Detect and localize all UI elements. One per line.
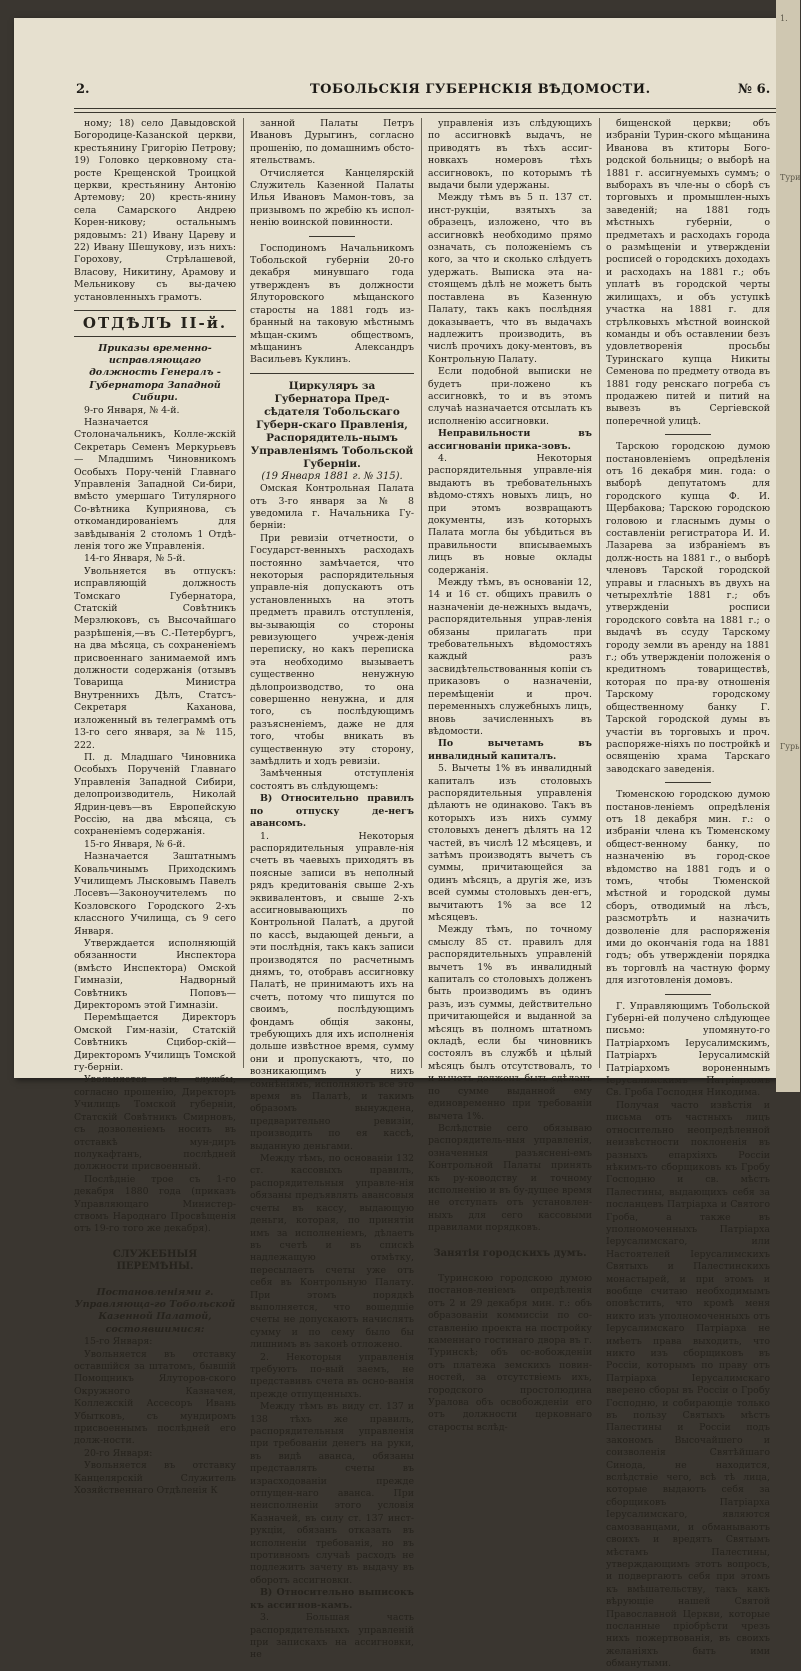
paragraph: Вслѣдствіе сего обязываю распорядитель-ныя управленія, означенныя разъяснені-емъ Контрольной Палаты принять къ ру-ководству и точному исполненію и въ бу-дущее время не отступать отъ установлен-ныхъ для сего кассовыми правилами порядковъ. [428,1122,592,1234]
paragraph: управленія изъ слѣдующихъ по ассигновкѣ выдачъ, не приводятъ въ тѣхъ ассиг-новкахъ номеровъ тѣхъ ассигновокъ, по которымъ тѣ выдачи были удержаны. [428,118,592,192]
column-divider-3 [599,118,600,1068]
paragraph: Тарскою городскою думою постановленіемъ опредѣленія отъ 16 декабря мин. года: о выборѣ депутатомъ для городского купца Ф. И. Щербакова; Тарскою городскою головою и гласнымъ думы о составленіи регистратора И. И. Лазарева за избраніемъ въ долж-ность на 1881 г., о выборѣ членовъ Тарской городской управы и гласныхъ въ двухъ на четырехлѣтіе 1881 г.; объ утвержденіи росписи городского совѣта на 1881 г.; о выдачѣ въ ссуду Тарскому городу земли въ аренду на 1881 г.; объ утвержденіи положенія о кредитномъ товариществѣ, которая по пра-ву отношенія Тарскому городскому общественному банку Г. Тарской городской думы въ участіи въ торговыхъ и проч. распоряже-ніяхъ по постройкѣ и освященію храма Тарскаго заводскаго заведенія. [606,441,770,775]
column-4 [606,118,770,1670]
newspaper-title: ТОБОЛЬСКІЯ ГУБЕРНСКІЯ ВѢДОМОСТИ. [310,82,651,97]
paragraph: П. д. Младшаго Чиновника Особыхъ Порученій Главнаго Управленія Западной Сибири, делопроизводитель, Николай Ядрин-цевъ—въ Европейскую Россію, на два мѣсяца, съ сохраненіемъ содержанія. [74,751,236,838]
paragraph: При ревизіи отчетности, о Государст-венныхъ расходахъ постоянно замѣчается, что некоторыя распорядительныя управле-нія допускаютъ отъ установленныхъ на этотъ предметъ правилъ отступленія, вы-зывающія со стороны ревизующего учреж-денія переписку, но какъ переписка эта необходимо вызываетъ существенно ненужную дѣлопроизводство, то она совершенно ненужна, и для того, съ послѣдующимъ разъясненіемъ, даже не для того, чтобы вникать въ существенную эту сторону, замѣдлить и ходъ ревизіи. [250,532,414,768]
column-divider-2 [421,118,422,1068]
paragraph: Омская Контрольная Палата отъ 3-го января за № 8 уведомила г. Начальника Гу-берніи: [250,483,414,532]
paragraph: 5. Вычеты 1% въ инвалидный капиталъ изъ столовыхъ распорядительныя управленія дѣлаютъ не одинаково. Такъ въ которыхъ изъ нихъ сумму столовыхъ денегъ дѣлятъ на 12 частей, въ числѣ 12 мѣсяцевъ, и затѣмъ производятъ вычетъ съ суммы, причитающейся за одинъ мѣсяцъ, а другія же, изъ всей суммы столовыхъ ден-егъ, вычитаютъ 1% за все 12 мѣсяцевъ. [428,763,592,923]
paragraph: ному; 18) село Давыдовской Богородице-Казанской церкви, крестьянину Григорію Петрову; 19) Головко церковному ста-росте Крещенской Троицкой церкви, крестьянину Антонію Артемову; 20) кресть-янину села Самарского Андрею Корен-никову; остальнымъ рядовымъ: 21) Ивану Цареву и 22) Ивану Шешукову, изъ нихъ: Горохову, Стрѣлашевой, Власову, Никитину, Арамову и Мельникову съ вы-дачею установленныхъ грамотъ. [74,118,236,303]
paragraph: Назначается Столоначальникъ, Колле-жскій Секретарь Семенъ Меркурьевъ— Младшимъ Чиновникомъ Особыхъ Пору-ченій Главнаго Управленія Западной Си-бири, вмѣсто умершаго Титулярного Со-вѣтника Куприянова, съ откомандированіемъ для завѣдыванія 2 столомъ 1 Отдѣ-ленія того же Управленія. [74,416,236,552]
paragraph: Туринскою городскою думою постанов-леніемъ опредѣленія отъ 2 и 29 декабря мин. г.: объ образованіи коммиссіи по со-ставленію проекта на постройку каменнаго гостинаго двора въ г. Туринскѣ; объ ос-вобожденіи отъ платежа земскихъ повин-ностей, за отсутствіемъ ихъ, городского простолюдина Уралова объ освобожденіи его отъ должности церковнаго старосты вслѣд- [428,1272,592,1433]
subsection-heading: В) Относительно выписокъ къ ассигнов-камъ. [250,1587,414,1611]
paragraph: Г. Управляющимъ Тобольской Губерні-ей получено слѣдующее письмо: упомянуто-го Патріархомъ Іерусалимскимъ, Патріархъ Іерусалимскій Патріархомъ вороненнымъ Іерусалимскимъ Патріархомъ Св. Гроба Господня Никодима. [606,1000,770,1099]
page-number: 2. [76,82,90,97]
paragraph: Получая часто извѣстія и письма отъ частныхъ лицъ относительно неопредѣленной неизвѣстности поклоненія въ разныхъ епархіяхъ Россіи нѣкимъ-то сборщиковъ къ Гробу Господню и св. мѣстъ Палестины, выдающихъ себя за посланцевъ Патріарха и Святого Гроба, а также въ уполномоченныхъ Патріарха Іерусалимскаго, или Настоятелей Іерусалимскихъ Святыхъ и Палестинскихъ монастырей, и при этомъ и вообще считаю необходимымъ оповѣстить, что кромѣ меня никто изъ уполномоченныхъ отъ Іерусалимскаго Патріарха не имѣетъ права выходить, что никто изъ сборщиковъ въ Россіи, которымъ по праву отъ Патріарха Іерусалимскаго вверено сборы въ Россіи о Гробу Господню, и собирающіе только въ пользу Святыхъ мѣстъ Палестины и Россіи подъ закономъ Высочайшего и соизволенія Святѣйшаго Синода, не находится, вслѣдствіе чего, всѣ тѣ лица, которые выдаютъ себя за сборщиковъ Патріарха Іерусалимскаго, являются самозванцами, и обманываютъ своихъ и вредятъ Святымъ мѣстамъ Палестины, утверждающимъ этотъ вопросъ, и подвергаютъ себя при этомъ къ вмѣшательству, такъ какъ вѣрующіе нашей Святой Православной Церкви, которые посланные пріобрѣсти чрезъ нихъ пожертвованія, въ своихъ желаніяхъ быть ими обманутыми. [606,1099,770,1670]
paragraph: Тюменскою городскою думою постанов-леніемъ опредѣленія отъ 18 декабря мин. г.: о избраніи члена къ Тюменскому общест-венному банку, по назначенію въ город-ское вѣдомство на 1881 годъ и о томъ, чтобы Тюменской мѣстной и городской думы сборъ, отводимый на лѣсъ, разсмотрѣть и назначить дозволеніе для распоряженія ими до окончанія года на 1881 годъ; объ утвержденіи порядка въ торговлѣ на частную форму для изготовленія домовъ. [606,789,770,987]
subsection-heading: В) Относительно правилъ по отпуску де-негъ авансомъ. [250,793,414,830]
divider [665,434,711,435]
paragraph: Назначается Заштатнымъ Ковальчинымъ Приходскимъ Училищемъ Лысковымъ Павелъ Лосевъ—Законоучителемъ по Козловского Городского 2-хъ классного Училища, съ 9 сего Января. [74,851,236,937]
divider [665,994,711,995]
newspaper-page [14,18,776,1670]
column-3 [428,118,592,1433]
paragraph: 2. Некоторыя управленія требуютъ по-вый заемъ, не представивъ счета въ осно-ванія прежде отпущенныхъ. [250,1351,414,1400]
paragraph: 1. Некоторыя распорядительныя управле-нія счетъ въ чаевыхъ приходятъ въ поясные записи въ неполный рядъ кредитованія свыше 2-хъ эквивалентовъ, и свыше 2-хъ ассигновывающихъ по Контрольной Палатѣ, а другой по кассѣ, выдающей деньги, а эти послѣднія, такъ какъ записи производятся по расчетнымъ днямъ, то, отобравъ ассигновку Палатѣ, не принимаютъ ихъ на счетъ, потому что пишутся по своимъ, послѣдующимъ фондамъ общія законы, требующихъ для ихъ исполненія дольше извѣстное время, сумму они и пропускаютъ, что, по возникающимъ у нихъ сомнѣніямъ, исполняютъ все это время въ Палатѣ, и такимъ образомъ вынуждена, предварительно ревизіи, производить по ея кассѣ, выданную деньгами. [250,830,414,1152]
issue-number: № 6. [738,82,771,97]
edge-text: 1. [780,14,788,23]
divider [665,782,711,783]
column-1 [74,118,236,1497]
paragraph: Замѣченныя отступленія состоятъ въ слѣдующемъ: [250,768,414,792]
section-rule [74,310,236,311]
subsection-heading: По вычетамъ въ инвалидный капиталъ. [428,738,592,762]
paragraph: Между тѣмъ въ виду ст. 137 и 138 тѣхъ же правилъ, распорядительныя управленія при требованіи денегъ на руки, въ видѣ аванса, обязаны представлять счеты въ израсходованіи прежде отпущен-наго аванса. При неисполненіи этого условія Казначей, въ силу ст. 137 инст-рукціи, обязанъ отказать въ исполненіи требованія, но въ противномъ случаѣ расходъ не подлежитъ зачету въ выдачу въ оборотъ ассигновки. [250,1401,414,1586]
duma-title: Занятія городскихъ думъ. [433,1247,587,1259]
paragraph: Между тѣмъ въ 5 п. 137 ст. инст-рукціи, взятыхъ за образецъ, изложено, что въ ассигновкѣ необходимо прямо означать, съ положеніемъ съ кого, за что и сколько слѣдуетъ удержать. Выписка эта на-стоящемъ дѣлѣ не можетъ быть поставлена въ Казенную Палату, такъ какъ послѣдняя доказываетъ, что въ выдачахъ надлежитъ производить, въ числѣ прочихъ доку-ментовъ, въ Контрольную Палату. [428,192,592,365]
paragraph: Между тѣмъ, по основаніи 132 ст. кассовыхъ правилъ, распорядительныя управле-нія обязаны предъявлять авансовыя счеты въ кассу, выдающую деньги, которая, по принятіи имъ за исполненіемъ, дѣлаетъ въ счетѣ и въ спискѣ надлежащую отмѣтку, пересылаетъ счеты уже отъ себя въ Контрольную Палату. При этомъ порядкѣ выполняется, что вошедшіе счеты не допускаютъ начислять сумму и по сему было бы лишнимъ въ законѣ отложено. [250,1153,414,1351]
order-date: 15-го Января, № 6-й. [84,838,186,850]
order-date: 14-го Января, № 5-й. [84,553,186,565]
paragraph: 3. Большая часть распорядительныхъ управленій при запискахъ на ассигновки, не [250,1612,414,1661]
section-rule [250,373,414,374]
order-date: 15-го Января: [84,1336,153,1348]
adjacent-page-edge [776,0,800,1092]
column-2 [250,118,414,1661]
paragraph: Увольняется отъ службы, согласно прошенію, Директоръ Училищъ Томской губерніи, Статскій Совѣтникъ Смирновъ, съ дозволеніемъ носить въ отставкѣ мун-диръ полукафтанъ, послѣдней должности присвоенный. [74,1074,236,1173]
column-divider-1 [243,118,244,1068]
changes-subtitle: Постановленіями г. Управляюща-го Тобольской Казенной Палатой, состоявшимися: [74,1286,236,1335]
paragraph: Между тѣмъ, по точному смыслу 85 ст. правилъ для распорядительныхъ управленій вычетъ 1% въ инвалидный капиталъ со столовыхъ долженъ быть производимъ въ одинъ разъ, изъ суммы, действительно причитающейся и выданной за мѣсяцъ въ полномъ штатномъ окладѣ, если бы чиновникъ состоялъ въ службѣ и цѣлый мѣсяцъ былъ отсутствовалъ, то и вычетъ долженъ быть сдѣланъ по сумме выданной ему единовременно при требованіи вычета 1%. [428,924,592,1122]
paragraph: Увольняется въ отпускъ: исправляющій должность Томскаго Губернатора, Статскій Совѣтникъ Мерзлюковъ, съ Высочайшаго разрѣшенія,—въ С.-Петербургъ, на два мѣсяца, съ сохраненіемъ присвоеннаго занимаемой имъ должности содержанія (отзывъ Товарища Министра Внутреннихъ Дѣлъ, Статсъ-Секретаря Каханова, изложенный въ телеграммѣ отъ 13-го сего января, за № 115, 222. [74,565,236,751]
subsection-heading: Неправильности въ ассигнованіи прика-зовъ. [428,428,592,452]
paragraph: Перемѣщается Директоръ Омской Гим-назіи, Статскій Совѣтникъ Сцибор-скій—Директоромъ Училищъ Томской гу-берніи. [74,1012,236,1074]
header-rule-top [74,108,778,109]
paragraph: Увольняется въ отставку оставшійся за штатомъ, бывшій Помощникъ Ялуторов-ского Окружного Казначея, Коллежскій Ассесоръ Ивань Убытковъ, съ мундиромъ присвоеннымъ послѣдней его долж-ности. [74,1348,236,1447]
paragraph: Если подобной выписки не будетъ при-ложено къ ассигновкѣ, то и въ этомъ случаѣ назначается отсылать къ исполненію ассигновки. [428,366,592,427]
paragraph: Между тѣмъ, въ основаніи 12, 14 и 16 ст. общихъ правилъ о назначеніи де-нежныхъ выдачъ, распорядительныя управ-ленія обязаны прилагать при требовательныхъ вѣдомостяхъ каждый разъ засвидѣтельствованныя копіи съ приказовъ о назначеніи, перемѣщеніи и проч. переменныхъ служебныхъ лицъ, вновь зачисленныхъ въ вѣдомости. [428,577,592,737]
divider [487,1266,533,1267]
order-date: 9-го Января, № 4-й. [84,404,180,416]
paragraph: бищенской церкви; объ избраніи Турин-ского мѣщанина Иванова въ ктиторы Бого-родской больницы; о выборѣ на 1881 г. ассигнуемыхъ суммъ; о выборахъ въ чле-ны о сборѣ съ торговыхъ и промышлен-ныхъ заведеній; на 1881 годъ мѣстныхъ губерніи, о предметахъ и расходахъ города о размѣщеніи и утвержденіи росписей о городскихъ доходахъ и расходахъ на 1881 г.; объ уплатѣ въ городской черты жилищахъ, и объ уступкѣ участка на 1881 г. для стрѣлковыхъ мѣстной воинской команды и объ оставлении безъ удовлетворенія просьбы Туринскаго купца Никиты Семенова по предмету отвода въ 1881 году ренскаго погреба съ продажею питей и питий на вывезъ въ Сергіевской поперечной улицѣ. [606,118,770,427]
circular-title: Циркуляръ за Губернатора Пред-сѣдателя Тобольскаго Губерн-скаго Правленія, Распорядитель-нымъ Управленіямъ Тобольской Губерніи. [250,379,414,470]
divider [309,236,355,237]
divider [132,1242,178,1243]
paragraph: Увольняется въ отставку Канцелярскій Служитель Хозяйственнаго Отдѣленія К [74,1460,236,1497]
edge-text: Гурь [780,742,800,751]
paragraph: 4. Некоторыя распорядительныя управле-нія выдаютъ въ требовательныхъ вѣдомо-стяхъ новыхъ лицъ, но при этомъ возвращаютъ документы, изъ которыхъ Палата могла бы убѣдиться въ правильности вписываемыхъ лицъ въ новые оклады содержанія. [428,452,592,576]
paragraph: Господиномъ Начальникомъ Тобольской губерніи 20-го декабря минувшаго года утвержденъ въ должности Ялуторовского мѣщанского старосты на 1881 годъ из-бранный на таковую мѣстнымъ мѣщан-скимъ обществомъ, мѣщанинъ Александръ Васильевъ Куклинъ. [250,242,414,366]
section-rule [74,336,236,337]
circular-date: (19 Января 1881 г. № 315). [261,470,403,482]
order-date: 20-го Января: [84,1447,153,1459]
orders-title: Приказы временно-исправляющаго должность Генералъ - Губернатора Западной Сибири. [89,342,221,404]
section-rule [428,1241,592,1242]
paragraph: занной Палаты Петръ Ивановъ Дурыгинъ, согласно прошенію, по домашнимъ обсто-ятельствамъ. [250,118,414,167]
divider [132,1280,178,1281]
changes-title: СЛУЖЕБНЫЯ ПЕРЕМѢНЫ. [112,1248,198,1273]
paragraph: Послѣдніе трое съ 1-го декабря 1880 года (приказъ Управляющаго Министер-ствомъ Народнаго Просвѣщенія отъ 19-го того же декабря). [74,1173,236,1235]
paragraph: Утверждается исполняющій обязанности Инспектора (вмѣсто Инспектора) Омской Гимназіи, Надворный Совѣтникъ Поповъ—Директоромъ этой Гимназіи. [74,938,236,1012]
paragraph: Отчисляется Канцелярскій Служитель Казенной Палаты Илья Ивановъ Мамон-товъ, за призывомъ по жребію къ испол-ненію воинской повинности. [250,167,414,229]
edge-text: Тури [780,173,801,182]
section-title: ОТДѢЛЪ II-й. [82,314,228,333]
header-rule-bottom [74,112,778,113]
